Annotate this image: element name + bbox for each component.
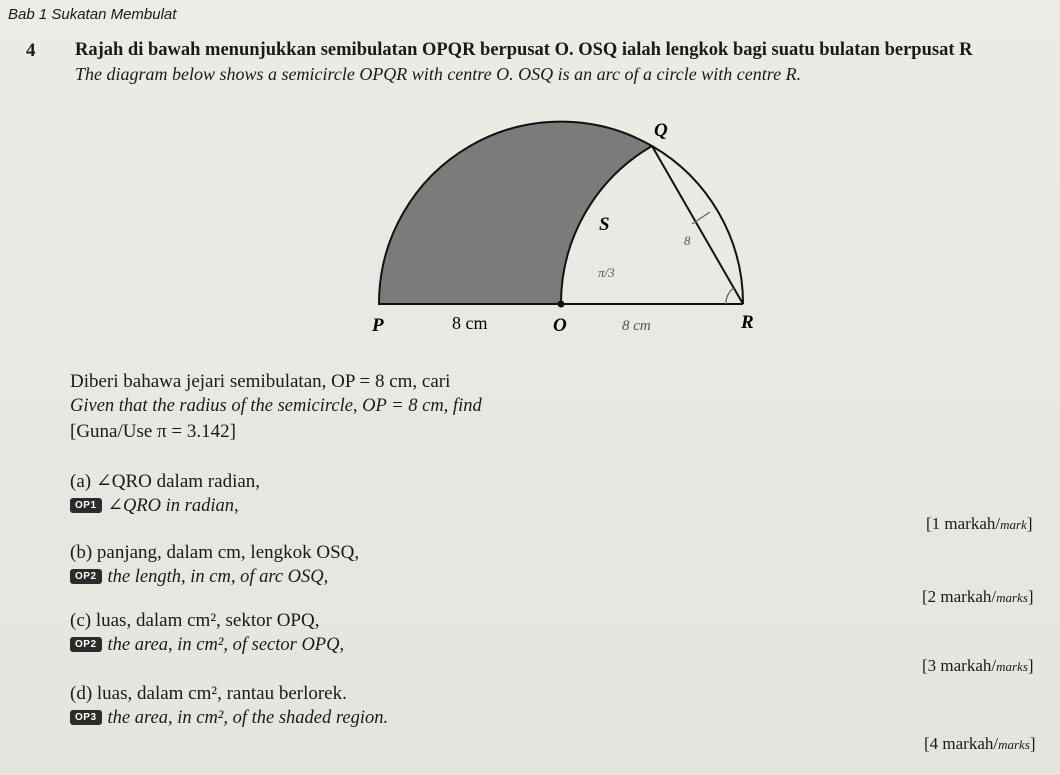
label-O: O — [553, 315, 567, 336]
part-d-marks-ms: [4 markah/ — [924, 734, 999, 753]
part-a-marks-en: mark — [1000, 517, 1027, 532]
part-b-malay — [70, 542, 359, 564]
part-c-badge: OP2 — [70, 637, 102, 652]
part-d-english — [70, 708, 388, 729]
label-R: R — [741, 312, 754, 333]
question-text-english: The diagram below shows a semicircle OPQR with centre O. OSQ is an arc of a circle with centre R. — [75, 64, 802, 84]
part-c-text-malay: luas, dalam cm², sektor OPQ, — [95, 610, 320, 631]
note-angle: π/3 — [598, 265, 615, 280]
part-d-marks — [924, 734, 1036, 754]
tick-mark — [692, 212, 710, 224]
part-b-text-english: the length, in cm, of arc OSQ, — [107, 567, 329, 587]
question-number: 4 — [26, 40, 36, 61]
label-S: S — [599, 214, 610, 235]
semicircle-diagram — [350, 112, 780, 342]
part-c-malay — [70, 610, 319, 632]
part-b-marks — [922, 587, 1034, 607]
label-PO-length: 8 cm — [452, 313, 488, 333]
part-c-marks-ms: [3 markah/ — [922, 656, 997, 675]
part-d-text-english: the area, in cm², of the shaded region. — [107, 708, 389, 728]
part-a-marks-ms: [1 markah/ — [926, 514, 1001, 533]
part-c-marks-en: marks — [996, 659, 1028, 674]
part-d-text-malay: luas, dalam cm², rantau berlorek. — [96, 683, 347, 704]
chapter-title: Bab 1 Sukatan Membulat — [8, 6, 177, 23]
part-b-english — [70, 567, 328, 588]
given-text-english: Given that the radius of the semicircle, OP = 8 cm, find — [70, 396, 482, 416]
part-c-marks-end: ] — [1027, 656, 1034, 675]
part-a-marks — [926, 514, 1033, 534]
note-OR: 8 cm — [622, 318, 651, 334]
part-b-text-malay: panjang, dalam cm, lengkok OSQ, — [96, 542, 360, 563]
part-b-label: (b) — [70, 542, 93, 563]
part-b-badge: OP2 — [70, 569, 102, 584]
part-a-english — [70, 495, 239, 517]
part-c-english — [70, 635, 344, 656]
part-a-badge: OP1 — [70, 498, 102, 513]
part-d-marks-end: ] — [1029, 734, 1036, 753]
given-text-malay: Diberi bahawa jejari semibulatan, OP = 8 cm, cari — [70, 371, 451, 392]
part-c-marks — [922, 656, 1034, 676]
part-c-label: (c) — [70, 610, 92, 631]
label-P: P — [372, 315, 384, 336]
part-a-marks-end: ] — [1026, 514, 1033, 533]
centre-point-O — [558, 301, 565, 308]
part-b-marks-end: ] — [1027, 587, 1034, 606]
part-d-label: (d) — [70, 683, 93, 704]
part-a-label: (a) — [70, 471, 92, 492]
chord-QR — [652, 146, 743, 304]
part-d-badge: OP3 — [70, 710, 102, 725]
part-d-marks-en: marks — [998, 737, 1030, 752]
part-c-text-english: the area, in cm², of sector OPQ, — [107, 635, 345, 655]
part-a-malay — [70, 470, 260, 493]
question-text-malay: Rajah di bawah menunjukkan semibulatan OPQR berpusat O. OSQ ialah lengkok bagi suatu bulatan berpusat R — [75, 40, 973, 60]
part-a-text-malay: ∠QRO dalam radian, — [95, 471, 261, 492]
part-b-marks-ms: [2 markah/ — [922, 587, 997, 606]
part-a-text-english: ∠QRO in radian, — [107, 496, 239, 516]
label-Q: Q — [654, 120, 668, 141]
angle-mark — [726, 288, 734, 304]
note-QR: 8 — [684, 233, 691, 248]
part-d-malay — [70, 683, 347, 705]
part-b-marks-en: marks — [996, 590, 1028, 605]
pi-value: [Guna/Use π = 3.142] — [70, 421, 236, 442]
